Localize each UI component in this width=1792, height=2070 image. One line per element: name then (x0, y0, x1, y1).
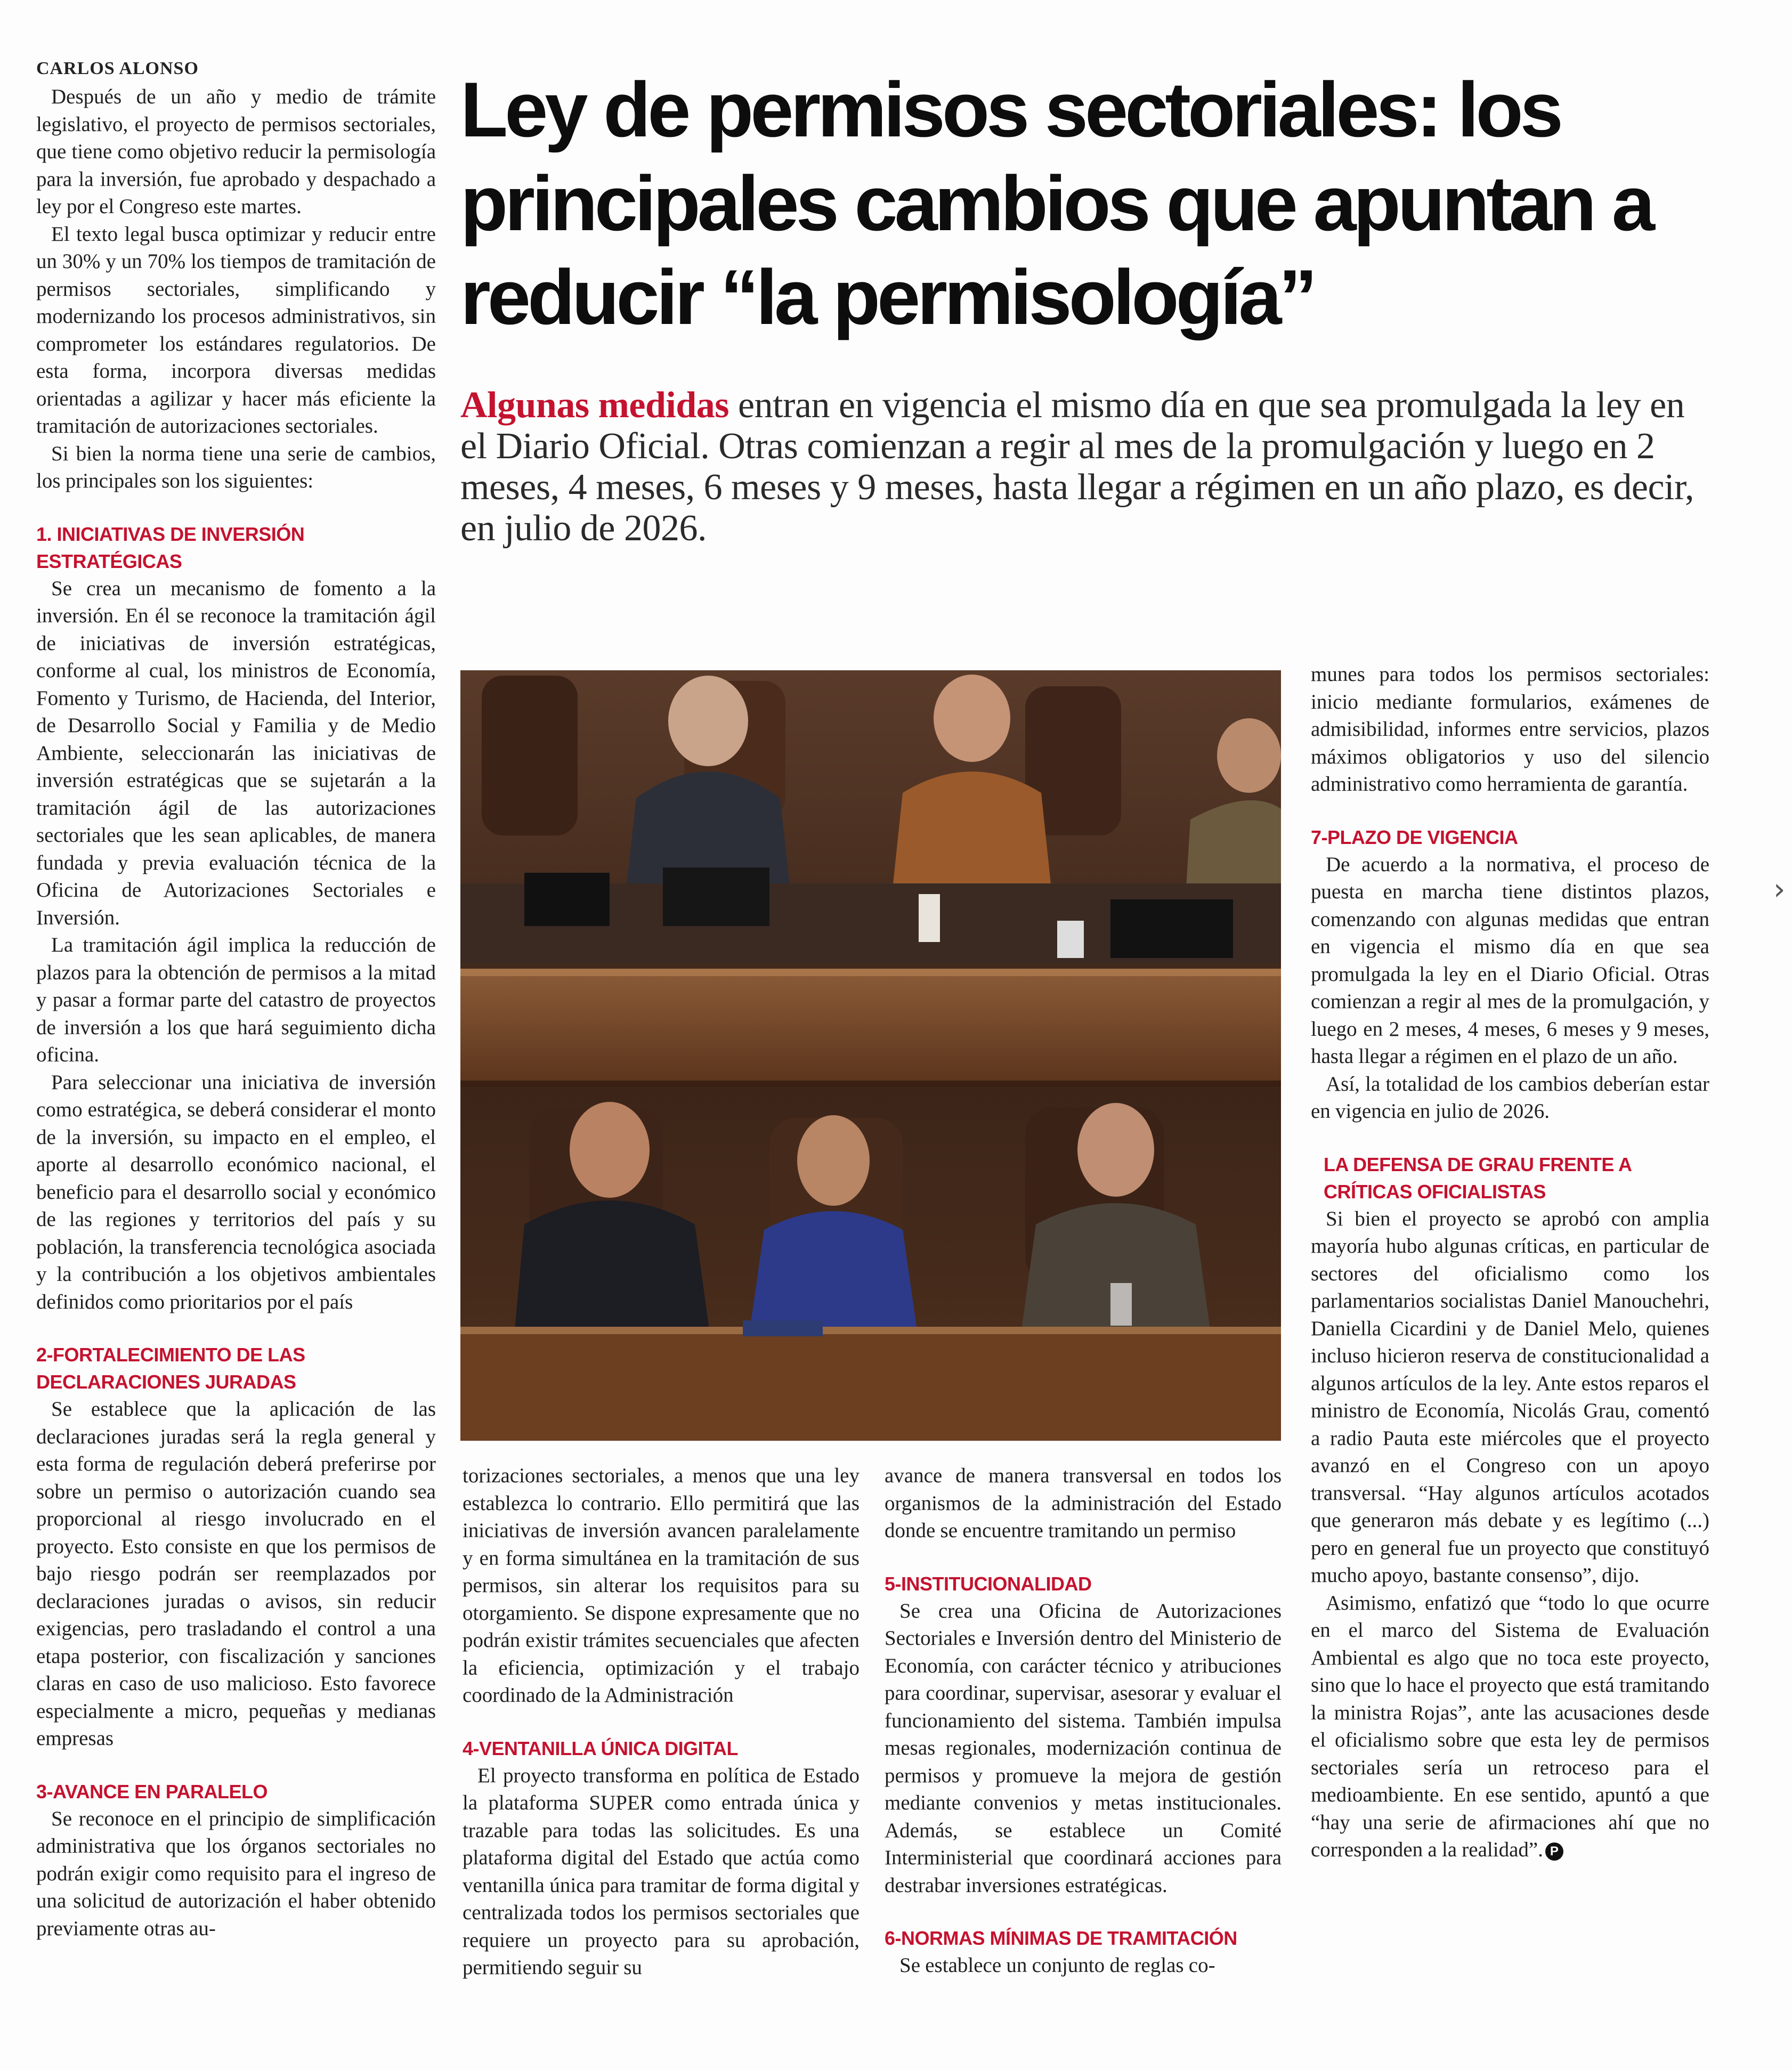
section-paragraph: El proyecto transforma en política de Estado la plataforma SUPER como entrada única y trazable para todas las solicitudes. Es una plataforma digital del Estado que actúa como ventanilla única para tramitar de forma digital y centralizada todos los permisos sectoriales que requiere un proyecto para su aprobación, permitiendo seguir su (463, 1764, 859, 1979)
section-paragraph: Se establece un conjunto de reglas co- (899, 1954, 1215, 1977)
intro-paragraph: El texto legal busca optimizar y reducir entre un 30% y un 70% los tiempos de tramitación de permisos sectoriales, simplificando y modernizando los procesos administrativos, sin comprometer los estándares regulatorios. De esta forma, incorpora diversas medidas orientadas a agilizar y hacer más eficiente la tramitación de autorizaciones sectoriales. (36, 222, 436, 437)
section-paragraph: Se establece que la aplicación de las declaraciones juradas será la regla general y esta forma de regulación deberá preferirse por sobre un permiso o autorización cuando sea proporcional al riesgo involucrado en el proyecto. Esto consiste en que los permisos de bajo riesgo podrán ser reemplazados por declaraciones juradas o avisos, sin reducir exigencias, pero trasladando el control a una etapa posterior, con fiscalización y sanciones claras en caso de uso malicioso. Esto favorece especialmente a micro, pequeñas y medianas empresas (36, 1398, 436, 1750)
lead-paragraph (460, 385, 1697, 549)
section-heading: 2-FORTALECIMIENTO DE LAS DECLARACIONES JURADAS (36, 1344, 305, 1393)
section-paragraph: Si bien el proyecto se aprobó con amplia mayoría hubo algunas críticas, en particular de sectores del oficialismo como los parlamentarios socialistas Daniel Manouchehri, Daniella Cicardini y de Daniel Melo, quienes incluso hicieron reserva de constitucionalidad a algunos artículos de la ley. Ante estos reparos el ministro de Economía, Nicolás Grau, comentó a radio Pauta este miércoles que el proyecto avanzó en el Congreso con un apoyo transversal. “Hay algunos artículos acotados que generaron más debate y es legítimo (...) pero en general fue un proyecto que constituyó mucho apoyo, bastante consenso”, dijo. (1311, 1207, 1709, 1587)
section-paragraph: La tramitación ágil implica la reducción de plazos para la obtención de permisos a la mitad y pasar a formar parte del catastro de proyectos de inversión a los que hará seguimiento dicha oficina. (36, 933, 436, 1066)
section-paragraph (1311, 1589, 1709, 1864)
section-heading: LA DEFENSA DE GRAU FRENTE A CRÍTICAS OFICIALISTAS (1324, 1153, 1632, 1203)
section-paragraph: Se crea una Oficina de Autorizaciones Sectoriales e Inversión dentro del Ministerio de Economía, con carácter técnico y atribuciones para coordinar, supervisar, asesorar y evaluar el funcionamiento del sistema. También impulsa mesas regionales, modernización continua de permisos y promueve la mejora de gestión mediante convenios y metas institucionales. Además, se establece un Comité Interministerial que coordinará acciones para destrabar inversiones estratégicas. (885, 1599, 1282, 1897)
section-paragraph: Se crea un mecanismo de fomento a la inversión. En él se reconoce la tramitación ágil de iniciativas de inversión estratégicas, conforme al cual, los ministros de Economía, Fomento y Turismo, de Hacienda, del Interior, de Desarrollo Social y Familia y de Medio Ambiente, seleccionarán las iniciativas de inversión estratégicas que se sujetarán a la tramitación ágil de las autorizaciones sectoriales que les sean aplicables, de manera fundada y previa evaluación técnica de la Oficina de Autorizaciones Sectoriales e Inversión. (36, 577, 436, 929)
column-2 (463, 1462, 859, 2016)
byline-block (36, 55, 436, 82)
closing-text: Asimismo, enfatizó que “todo lo que ocurre en el marco del Sistema de Evaluación Ambiental es algo que no toca este proyecto, sino que lo hace el proyecto que está tramitando la ministra Rojas”, ante las acusaciones desde el oficialismo sobre que esta ley de permisos sectoriales sería un retroceso para el medioambiente. En ese sentido, apuntó a que “hay una serie de afirmaciones ahí que no corresponden a la realidad”. (1311, 1591, 1709, 1861)
end-mark-icon: P (1545, 1842, 1563, 1861)
lead-text: entran en vigencia el mismo día en que sea promulgada la ley en el Diario Oficial. Otras comienzan a regir al mes de la promulgación y luego en 2 meses, 4 meses, 6 meses y 9 meses, hasta llegar a régimen en un año plazo, es decir, en julio de 2026. (460, 385, 1694, 549)
section-heading: 6-NORMAS MÍNIMAS DE TRAMITACIÓN (885, 1927, 1237, 1949)
intro-paragraph: Si bien la norma tiene una serie de cambios, los principales son los siguientes: (36, 442, 436, 492)
section-paragraph: Para seleccionar una iniciativa de inversión como estratégica, se deberá considerar el monto de la inversión, su impacto en el empleo, el aporte al desarrollo económico nacional, el beneficio para el desarrollo social y económico de las regiones y territorios del país y su población, la transferencia tecnológica asociada y la contribución a los objetivos ambientales definidos como prioritarios por el país (36, 1070, 436, 1313)
intro-paragraph: Después de un año y medio de trámite legislativo, el proyecto de permisos sectoriales, que tiene como objetivo reducir la permisología para la inversión, fue aprobado y despachado a ley por el Congreso este martes. (36, 85, 436, 218)
byline: CARLOS ALONSO (36, 59, 199, 78)
section-heading: 5-INSTITUCIONALIDAD (885, 1572, 1092, 1595)
section-paragraph: De acuerdo a la normativa, el proceso de puesta en marcha tiene distintos plazos, comenzando con algunas medidas que entran en vigencia el mismo día en que sea promulgada la ley en el Diario Oficial. Otras comienzan a regir al mes de la promulgación, y luego en 2 meses, 4 meses, 6 meses y 9 meses, hasta llegar a régimen en el plazo de un año. (1311, 853, 1709, 1068)
congress-photo-illustration (460, 670, 1281, 1441)
section-paragraph: avance de manera transversal en todos los organismos de la administración del Estado donde se encuentre tramitando un permiso (885, 1464, 1282, 1542)
article-photo (460, 670, 1281, 1441)
lead-highlight: Algunas medidas (460, 385, 729, 426)
section-paragraph: munes para todos los permisos sectoriales: inicio mediante formularios, exámenes de admisibilidad, informes entre servicios, plazos máximos obligatorios y uso del silencio administrativo como herramienta de garantía. (1311, 663, 1709, 795)
column-3 (885, 1462, 1282, 2016)
section-heading: 3-AVANCE EN PARALELO (36, 1780, 268, 1803)
section-heading: 7-PLAZO DE VIGENCIA (1311, 826, 1518, 848)
headline: Ley de permisos sectoriales: los principales cambios que apuntan a reducir “la permisología” (460, 66, 1652, 340)
section-paragraph: torizaciones sectoriales, a menos que una ley establezca lo contrario. Ello permitirá que las iniciativas de inversión avancen paralelamente y en forma simultánea en la tramitación de sus permisos, sin alterar los requisitos para su otorgamiento. Se dispone expresamente que no podrán existir trámites secuenciales que afecten la eficiencia, optimización y el trabajo coordinado de la Administración (463, 1464, 859, 1707)
section-heading: 4-VENTANILLA ÚNICA DIGITAL (463, 1737, 738, 1759)
section-heading: 1. INICIATIVAS DE INVERSIÓN ESTRATÉGICAS (36, 523, 305, 572)
section-paragraph: Se reconoce en el principio de simplificación administrativa que los órganos sectoriales no podrán exigir como requisito para el ingreso de una solicitud de autorización el haber obtenido previamente otras au- (36, 1807, 436, 1940)
column-1 (36, 83, 436, 2012)
column-4 (1311, 661, 1709, 2019)
chevron-right-icon[interactable]: › (1773, 872, 1786, 907)
section-paragraph: Así, la totalidad de los cambios deberían estar en vigencia en julio de 2026. (1311, 1072, 1709, 1123)
